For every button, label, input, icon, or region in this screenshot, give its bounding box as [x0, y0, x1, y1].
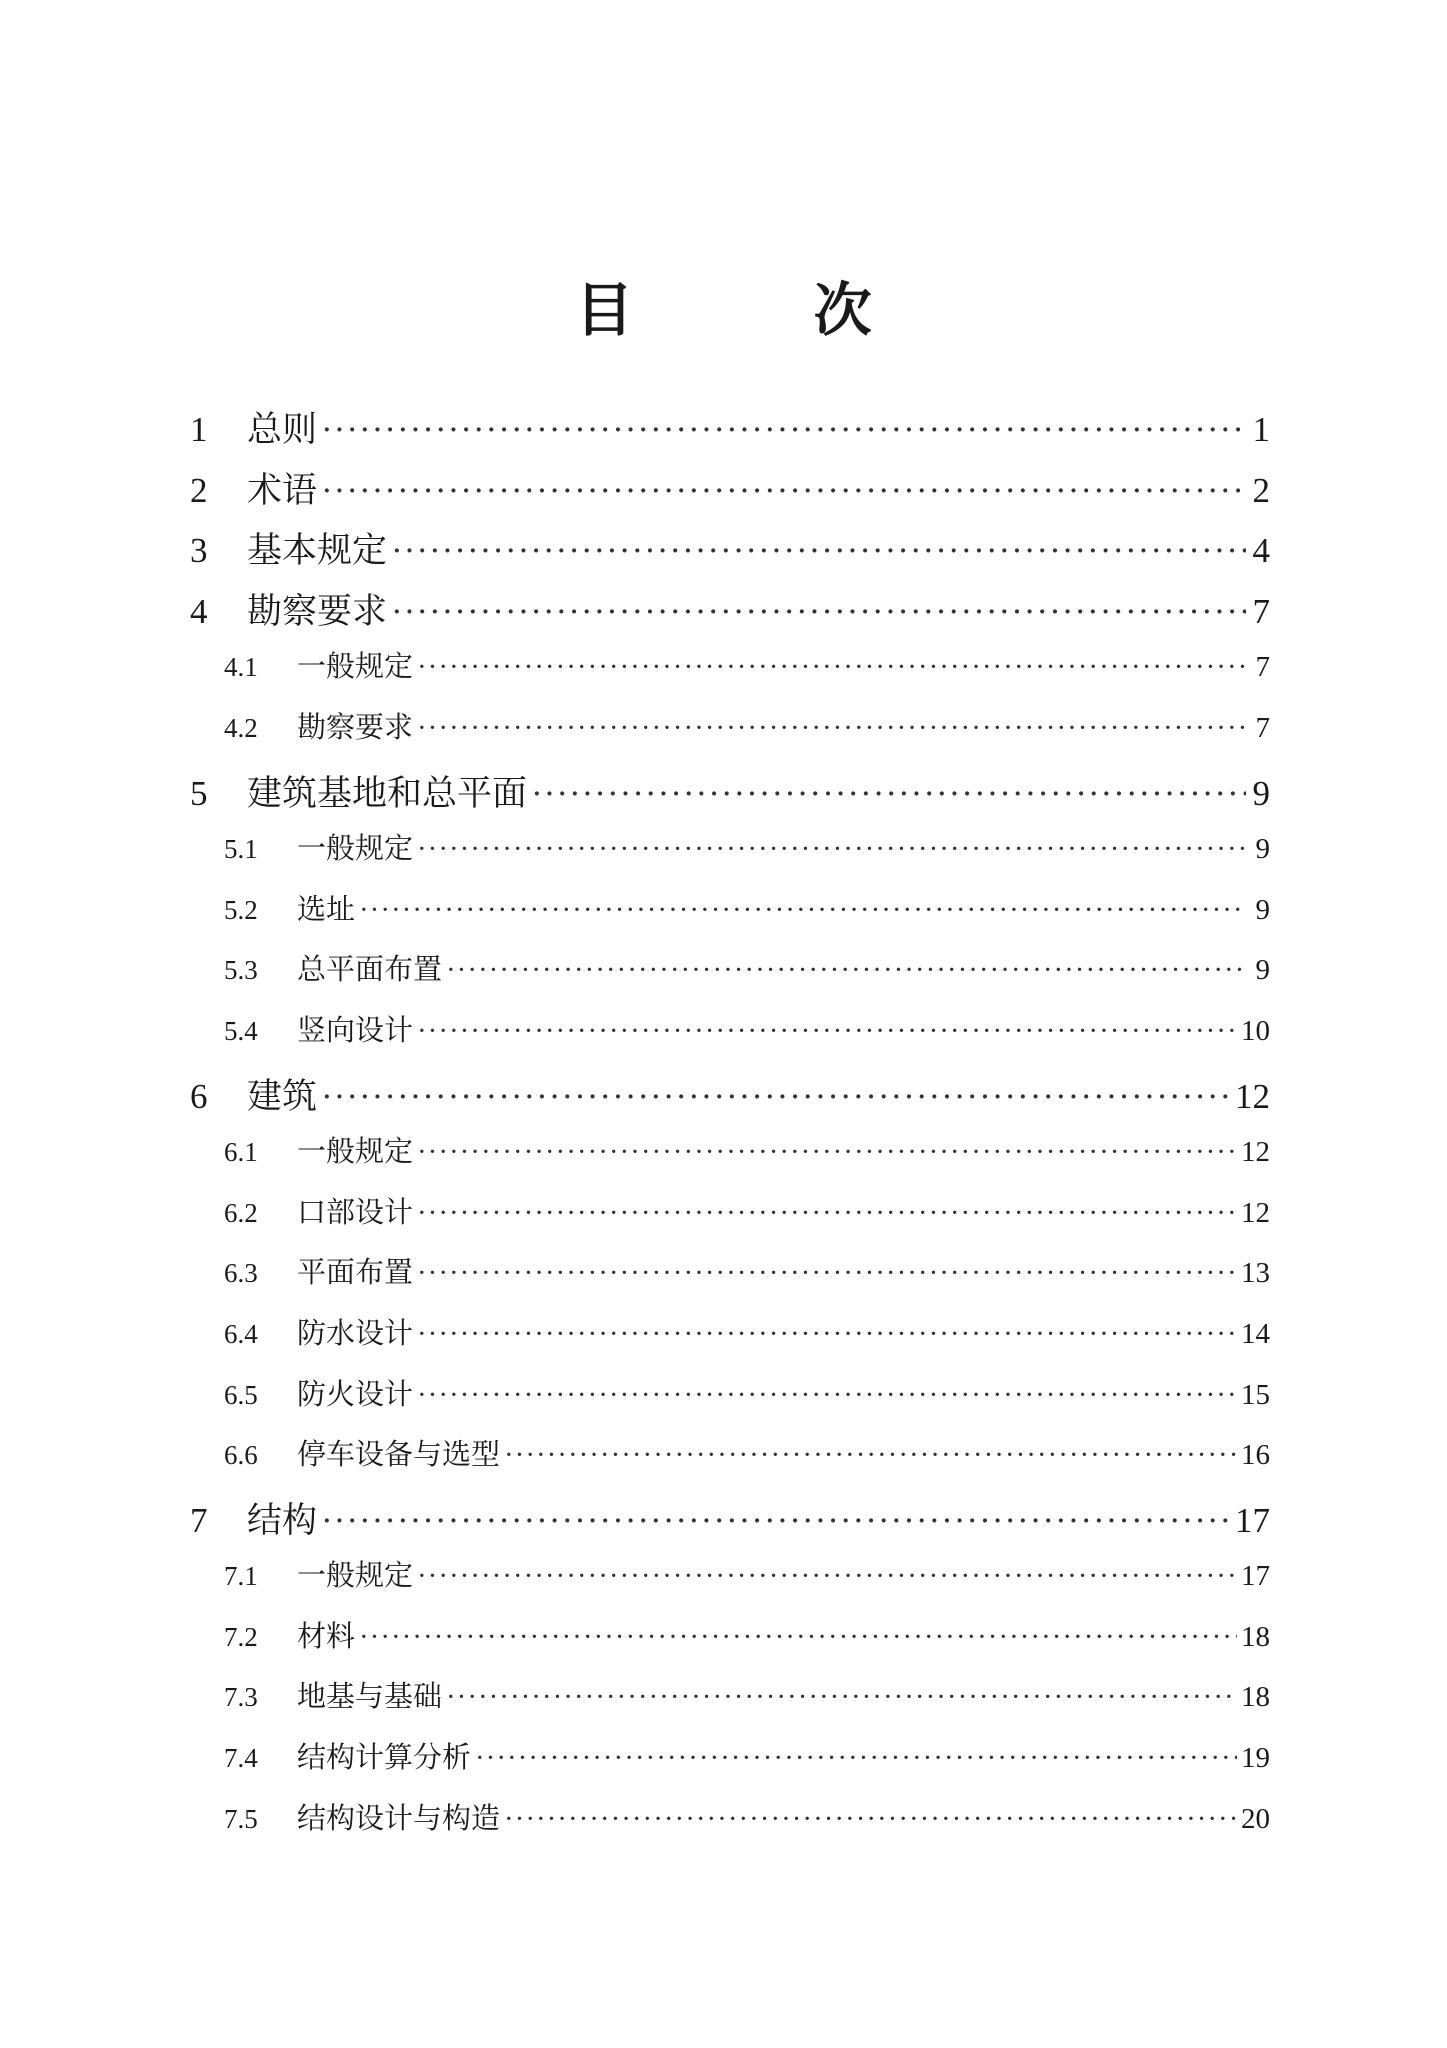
toc-chapter-entry[interactable]: [190, 1069, 1270, 1130]
toc-chapter-entry[interactable]: [190, 1493, 1270, 1554]
toc-dot-leader: [391, 592, 1246, 632]
toc-entry-number: 5.4: [224, 1015, 258, 1046]
toc-entry-page-number: 7: [1255, 711, 1270, 744]
toc-dot-leader: [391, 531, 1246, 571]
toc-entry-number: 6.6: [224, 1440, 258, 1471]
toc-entry-page-number: 7: [1255, 651, 1270, 684]
toc-dot-leader: [417, 651, 1246, 684]
toc-dot-leader: [321, 410, 1246, 450]
toc-dot-leader: [446, 954, 1246, 987]
toc-entry-label: 总平面布置: [297, 952, 443, 987]
toc-dot-leader: [417, 1015, 1237, 1048]
toc-entry-label: 选址: [297, 891, 356, 926]
toc-dot-leader: [475, 1742, 1237, 1775]
toc-entry-number: 3: [190, 531, 208, 571]
toc-entry-page-number: 12: [1235, 1076, 1270, 1116]
toc-chapter-entry[interactable]: [190, 463, 1270, 524]
toc-entry-label: 结构计算分析: [297, 1740, 472, 1775]
toc-chapter-entry[interactable]: [190, 766, 1270, 827]
toc-entry-page-number: 9: [1255, 893, 1270, 926]
toc-dot-leader: [417, 833, 1246, 866]
toc-dot-leader: [417, 712, 1246, 745]
toc-entry-label: 结构: [247, 1500, 318, 1541]
toc-entry-number: 7.4: [224, 1743, 258, 1774]
toc-dot-leader: [417, 1379, 1237, 1412]
toc-entry-number: 5.2: [224, 894, 258, 925]
toc-dot-leader: [321, 1501, 1231, 1541]
toc-entry-number: 6.2: [224, 1197, 258, 1228]
toc-chapter-entry[interactable]: [190, 584, 1270, 645]
toc-entry-label: 勘察要求: [297, 709, 414, 744]
toc-entry-page-number: 9: [1252, 773, 1270, 813]
toc-entry-number: 7.2: [224, 1621, 258, 1652]
toc-dot-leader: [417, 1318, 1237, 1351]
toc-section-entry[interactable]: [190, 1008, 1270, 1069]
toc-entry-label: 地基与基础: [297, 1679, 443, 1714]
toc-entry-page-number: 1: [1252, 410, 1270, 449]
toc-entry-number: 7.5: [224, 1803, 258, 1834]
toc-entry-page-number: 12: [1241, 1196, 1270, 1229]
toc-entry-label: 材料: [297, 1618, 356, 1653]
toc-dot-leader: [531, 774, 1246, 814]
toc-entry-label: 一般规定: [297, 1134, 414, 1169]
toc-entry-number: 4: [190, 591, 208, 631]
toc-entry-label: 防火设计: [297, 1376, 414, 1411]
toc-entry-page-number: 20: [1241, 1802, 1270, 1835]
toc-entry-number: 6.3: [224, 1258, 258, 1289]
toc-section-entry[interactable]: [190, 644, 1270, 705]
toc-entry-page-number: 19: [1241, 1742, 1270, 1775]
toc-entry-label: 建筑: [247, 1076, 318, 1117]
toc-entry-page-number: 17: [1235, 1500, 1270, 1540]
toc-entry-label: 平面布置: [297, 1255, 414, 1290]
toc-entry-number: 2: [190, 470, 208, 510]
toc-entry-page-number: 9: [1255, 833, 1270, 866]
toc-section-entry[interactable]: [190, 1674, 1270, 1735]
toc-section-entry[interactable]: [190, 1735, 1270, 1796]
toc-entry-number: 6.1: [224, 1137, 258, 1168]
toc-section-entry[interactable]: [190, 705, 1270, 766]
toc-entry-number: 7.3: [224, 1682, 258, 1713]
toc-chapter-entry[interactable]: [190, 402, 1270, 463]
toc-entry-label: 一般规定: [297, 1558, 414, 1593]
toc-entry-number: 4.2: [224, 712, 258, 743]
toc-dot-leader: [504, 1803, 1237, 1836]
toc-entry-label: 勘察要求: [247, 591, 388, 632]
toc-entry-label: 术语: [247, 470, 318, 511]
toc-entry-page-number: 18: [1241, 1620, 1270, 1653]
toc-entry-number: 6.4: [224, 1318, 258, 1349]
toc-entry-label: 口部设计: [297, 1194, 414, 1229]
toc-dot-leader: [321, 471, 1246, 511]
toc-entry-page-number: 13: [1241, 1257, 1270, 1290]
toc-entry-label: 结构设计与构造: [297, 1800, 501, 1835]
toc-entry-number: 7: [190, 1500, 208, 1540]
toc-entry-page-number: 16: [1241, 1439, 1270, 1472]
toc-entry-label: 总则: [247, 410, 318, 450]
toc-section-entry[interactable]: [190, 1129, 1270, 1190]
toc-entry-number: 1: [190, 410, 208, 449]
toc-section-entry[interactable]: [190, 1432, 1270, 1493]
toc-entry-page-number: 2: [1252, 470, 1270, 510]
toc-entry-label: 一般规定: [297, 649, 414, 684]
toc-section-entry[interactable]: [190, 1553, 1270, 1614]
toc-dot-leader: [321, 1077, 1231, 1117]
toc-entry-label: 建筑基地和总平面: [247, 773, 528, 814]
toc-entry-page-number: 7: [1252, 591, 1270, 631]
toc-dot-leader: [504, 1439, 1237, 1472]
toc-dot-leader: [359, 894, 1246, 927]
toc-dot-leader: [446, 1681, 1237, 1714]
toc-entry-page-number: 10: [1241, 1014, 1270, 1047]
toc-section-entry[interactable]: [190, 1250, 1270, 1311]
toc-section-entry[interactable]: [190, 826, 1270, 887]
toc-entry-number: 5.3: [224, 955, 258, 986]
toc-section-entry[interactable]: [190, 1372, 1270, 1433]
toc-section-entry[interactable]: [190, 1311, 1270, 1372]
toc-entry-label: 基本规定: [247, 531, 388, 572]
toc-dot-leader: [417, 1560, 1237, 1593]
toc-entry-label: 一般规定: [297, 831, 414, 866]
toc-entry-label: 防水设计: [297, 1315, 414, 1350]
toc-entry-page-number: 12: [1241, 1136, 1270, 1169]
toc-dot-leader: [417, 1197, 1237, 1230]
table-of-contents: [190, 402, 1270, 1856]
toc-entry-number: 5.1: [224, 834, 258, 865]
toc-entry-label: 停车设备与选型: [297, 1437, 501, 1472]
toc-entry-page-number: 18: [1241, 1681, 1270, 1714]
toc-entry-page-number: 17: [1241, 1560, 1270, 1593]
toc-section-entry[interactable]: [190, 1614, 1270, 1675]
toc-entry-label: 竖向设计: [297, 1012, 414, 1047]
toc-dot-leader: [417, 1257, 1237, 1290]
toc-entry-number: 7.1: [224, 1561, 258, 1592]
toc-section-entry[interactable]: [190, 947, 1270, 1008]
toc-entry-page-number: 14: [1241, 1317, 1270, 1350]
toc-entry-page-number: 9: [1255, 954, 1270, 987]
toc-entry-page-number: 15: [1241, 1378, 1270, 1411]
page-title: 目 次: [575, 276, 952, 344]
toc-entry-number: 5: [190, 773, 208, 813]
toc-section-entry[interactable]: [190, 887, 1270, 948]
toc-entry-page-number: 4: [1252, 531, 1270, 571]
toc-section-entry[interactable]: [190, 1796, 1270, 1857]
toc-entry-number: 6: [190, 1076, 208, 1116]
toc-dot-leader: [417, 1136, 1237, 1169]
toc-dot-leader: [359, 1621, 1237, 1654]
toc-entry-number: 6.5: [224, 1379, 258, 1410]
toc-section-entry[interactable]: [190, 1190, 1270, 1251]
toc-chapter-entry[interactable]: [190, 523, 1270, 584]
toc-entry-number: 4.1: [224, 652, 258, 683]
